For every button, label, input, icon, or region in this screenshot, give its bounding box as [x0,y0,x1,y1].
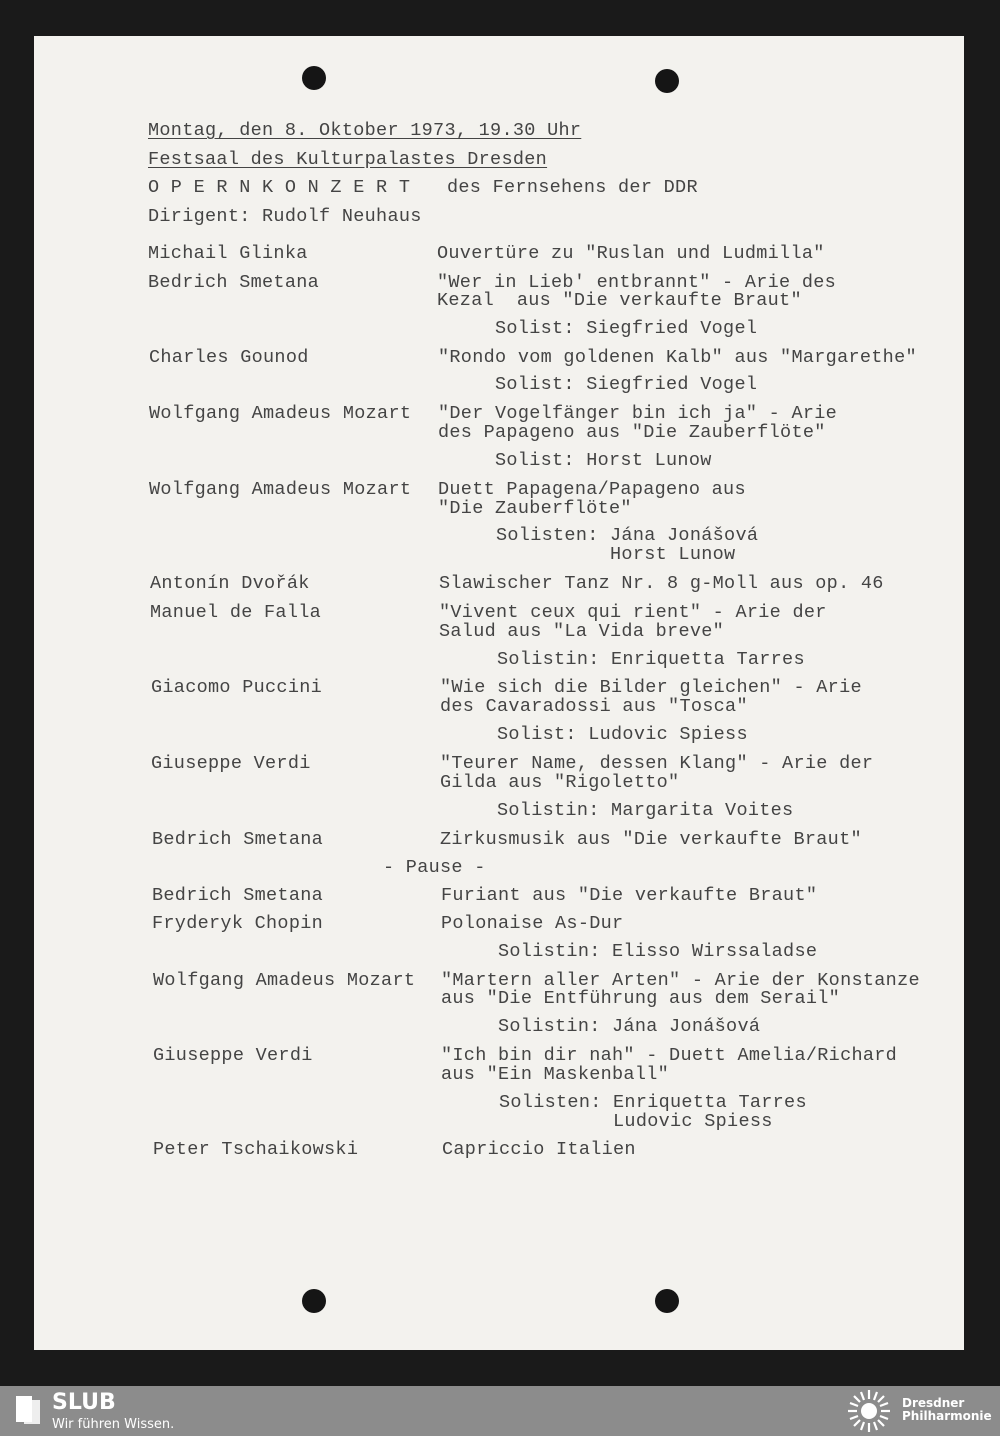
concert-title: O P E R N K O N Z E R T [148,177,411,198]
punch-hole-icon [302,1289,326,1313]
work-title: Gilda aus "Rigoletto" [440,772,680,793]
composer: Wolfgang Amadeus Mozart [149,403,412,424]
library-tagline: Wir führen Wissen. [52,1417,175,1432]
soloist: Solistin: Enriquetta Tarres [497,649,805,670]
soloist: Solistin: Margarita Voites [497,800,794,821]
work-title: aus "Ein Maskenball" [441,1064,670,1085]
composer: Giuseppe Verdi [151,753,311,774]
soloist: Solist: Siegfried Vogel [495,318,758,339]
work-title: Zirkusmusik aus "Die verkaufte Braut" [440,829,862,850]
work-title: aus "Die Entführung aus dem Serail" [441,988,841,1009]
work-title: "Martern aller Arten" - Arie der Konstanze [441,970,920,991]
composer: Bedrich Smetana [148,272,320,293]
concert-venue: Festsaal des Kulturpalastes Dresden [148,149,548,170]
conductor: Dirigent: Rudolf Neuhaus [148,206,422,227]
soloist: Ludovic Spiess [499,1111,773,1132]
work-title: "Wer in Lieb' entbrannt" - Arie des [437,272,837,293]
composer: Michail Glinka [148,243,308,264]
work-title: Capriccio Italien [442,1139,636,1160]
composer: Peter Tschaikowski [153,1139,359,1160]
composer: Bedrich Smetana [152,885,324,906]
punch-hole-icon [655,69,679,93]
work-title: Slawischer Tanz Nr. 8 g-Moll aus op. 46 [439,573,884,594]
soloist: Solistin: Jána Jonášová [498,1016,761,1037]
composer: Giacomo Puccini [151,677,323,698]
composer: Wolfgang Amadeus Mozart [153,970,416,991]
soloist: Solist: Siegfried Vogel [495,374,758,395]
soloist: Horst Lunow [496,544,736,565]
soloist: Solisten: Enriquetta Tarres [499,1092,807,1113]
work-title: "Rondo vom goldenen Kalb" aus "Margarethe" [438,347,917,368]
work-title: "Wie sich die Bilder gleichen" - Arie [440,677,862,698]
book-icon [14,1394,42,1426]
work-title: des Cavaradossi aus "Tosca" [440,696,748,717]
composer: Bedrich Smetana [152,829,324,850]
soloist: Solist: Ludovic Spiess [497,724,748,745]
concert-title-rest: des Fernsehens der DDR [447,177,698,198]
work-title: "Die Zauberflöte" [438,498,632,519]
composer: Charles Gounod [149,347,309,368]
sunburst-logo-icon [843,1386,895,1436]
work-title: Furiant aus "Die verkaufte Braut" [441,885,818,906]
composer: Fryderyk Chopin [152,913,324,934]
footer-bar [0,1386,1000,1436]
work-title: "Vivent ceux qui rient" - Arie der [439,602,827,623]
composer: Wolfgang Amadeus Mozart [149,479,412,500]
composer: Antonín Dvořák [150,573,310,594]
punch-hole-icon [655,1289,679,1313]
soloist: Solisten: Jána Jonášová [496,525,759,546]
work-title: "Der Vogelfänger bin ich ja" - Arie [438,403,838,424]
work-title: Kezal aus "Die verkaufte Braut" [437,290,802,311]
partner-name-line2: Philharmonie [902,1409,992,1423]
concert-date: Montag, den 8. Oktober 1973, 19.30 Uhr [148,120,582,141]
punch-hole-icon [302,66,326,90]
work-title: Ouvertüre zu "Ruslan und Ludmilla" [437,243,825,264]
composer: Manuel de Falla [150,602,322,623]
composer: Giuseppe Verdi [153,1045,313,1066]
partner-name-line1: Dresdner [902,1396,965,1410]
work-title: "Ich bin dir nah" - Duett Amelia/Richard [441,1045,898,1066]
pause-label: - Pause - [383,857,486,878]
soloist: Solist: Horst Lunow [495,450,712,471]
work-title: "Teurer Name, dessen Klang" - Arie der [440,753,874,774]
work-title: Salud aus "La Vida breve" [439,621,725,642]
work-title: des Papageno aus "Die Zauberflöte" [438,422,826,443]
work-title: Duett Papagena/Papageno aus [438,479,746,500]
work-title: Polonaise As-Dur [441,913,624,934]
library-name: SLUB [52,1390,116,1415]
soloist: Solistin: Elisso Wirssaladse [498,941,818,962]
